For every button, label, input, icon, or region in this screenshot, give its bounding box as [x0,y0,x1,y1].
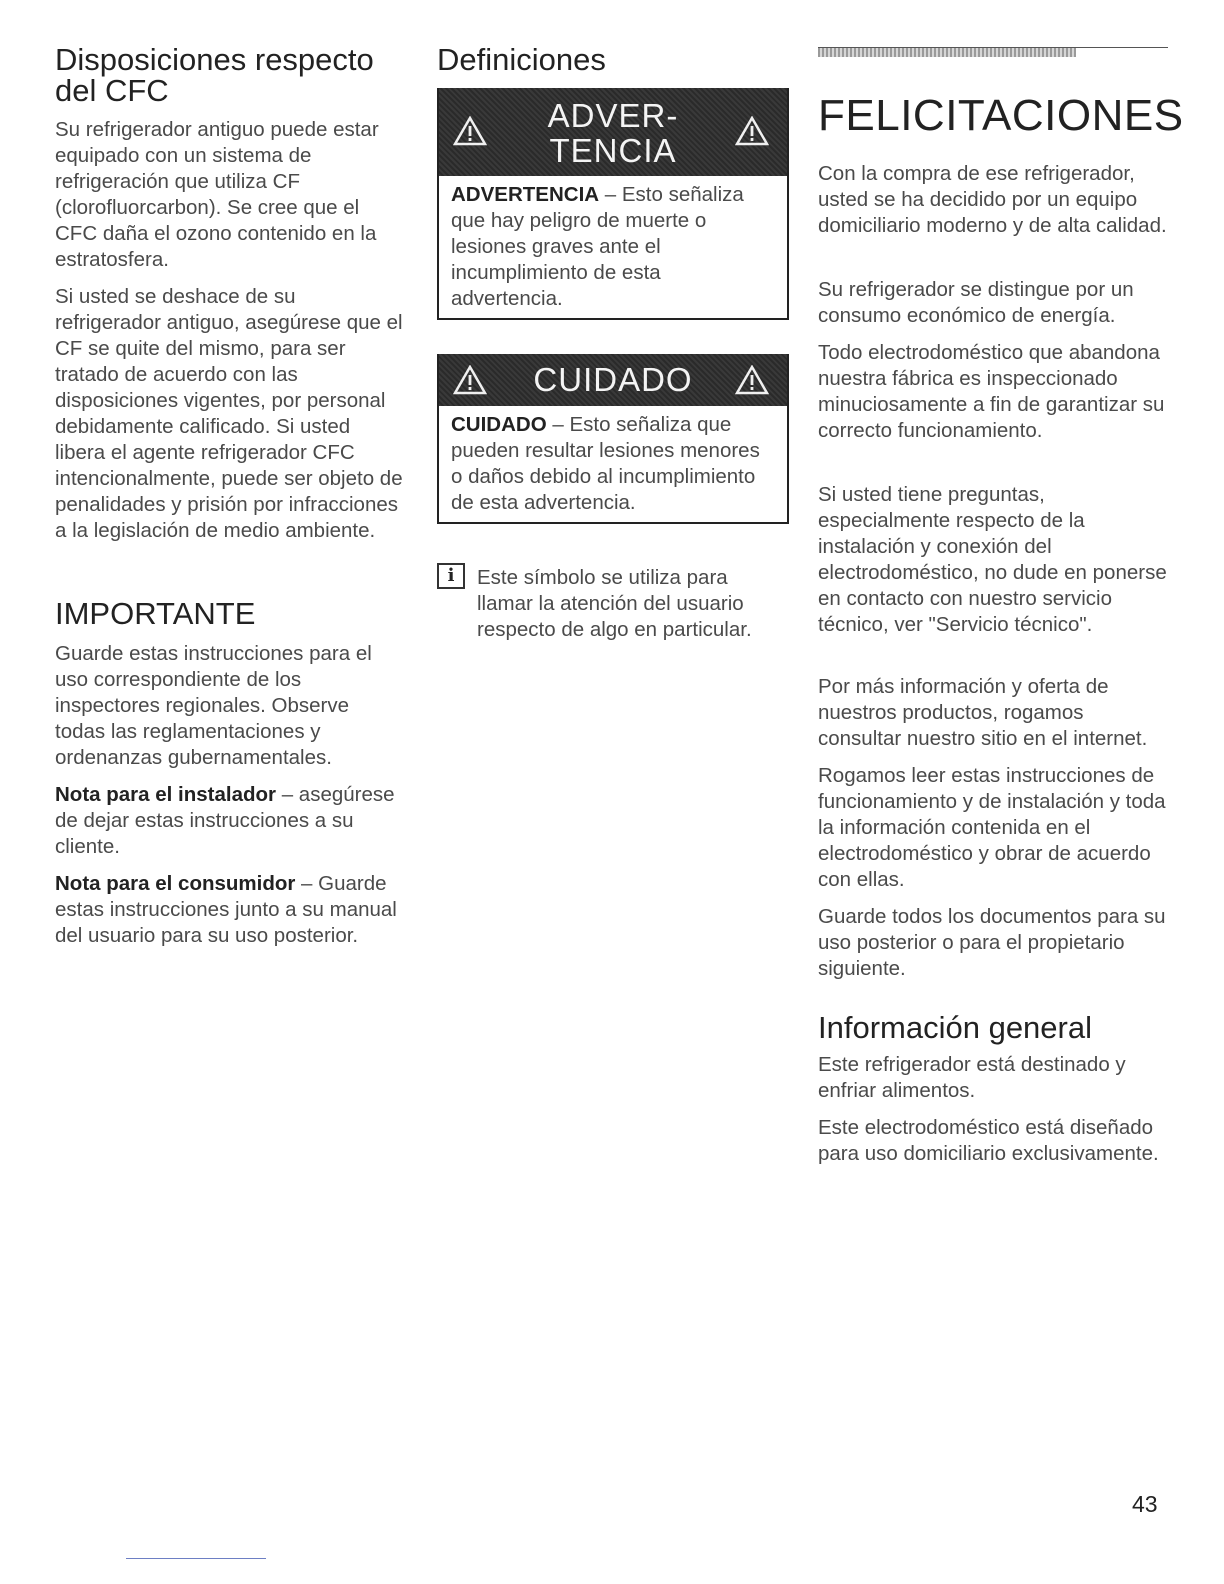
informacion-general-heading: Información general [818,1010,1092,1045]
informacion-general-paragraph-2: Este electrodoméstico está diseñado para uso domiciliario exclusivamente. [818,1116,1159,1165]
bottom-divider [126,1558,266,1559]
importante-paragraph: Guarde estas instrucciones para el uso correspondiente de los inspectores regionales. Observe todas las reglamentaciones y ordenanzas gubernamentales. [55,642,372,769]
cfc-heading: Disposiciones respecto del CFC [55,42,374,108]
cuidado-text [439,406,787,516]
cfc-paragraph-1: Su refrigerador antiguo puede estar equipado con un sistema de refrigeración que utiliza CF (clorofluorcarbon). Se cree que el CFC daña el ozono contenido en la estratosfera. [55,118,379,271]
nota-instalador-text: – asegúrese de dejar estas instrucciones a su cliente. [55,783,395,858]
nota-instalador-label: Nota para el instalador [55,783,277,806]
felicitaciones-paragraph: Rogamos leer estas instrucciones de funcionamiento y de instalación y toda la información contenida en el electrodoméstico y obrar de acuerdo con ellas. [818,764,1166,891]
felicitaciones-heading: FELICITACIONES [818,91,1184,140]
cuidado-banner [439,354,787,406]
advertencia-label: ADVERTENCIA [451,183,600,206]
advertencia-title-line1: ADVER- [547,97,679,134]
nota-instalador [55,782,395,860]
warning-triangle-icon [735,116,769,146]
nota-consumidor [55,871,400,949]
informacion-general-paragraph-1: Este refrigerador está destinado y enfriar alimentos. [818,1053,1126,1102]
felicitaciones-paragraph: Guarde todos los documentos para su uso posterior o para el propietario siguiente. [818,905,1166,980]
definiciones-heading: Definiciones [437,42,606,77]
felicitaciones-paragraph: Todo electrodoméstico que abandona nuestra fábrica es inspeccionado minuciosamente a fin de garantizar su correcto funcionamiento. [818,341,1165,442]
top-rule-shade-divider [818,48,1076,57]
page-number: 43 [1132,1491,1158,1517]
cuidado-desc: – Esto señaliza que pueden resultar lesiones menores o daños debido al incumplimiento de esta advertencia. [451,413,760,514]
cuidado-box [437,354,789,524]
felicitaciones-paragraph: Con la compra de ese refrigerador, usted se ha decidido por un equipo domiciliario moderno y de alta calidad. [818,162,1167,237]
warning-triangle-icon [735,365,769,395]
advertencia-title-line2: TENCIA [549,132,677,169]
importante-heading: IMPORTANTE [55,596,256,631]
advertencia-desc: – Esto señaliza que hay peligro de muerte o lesiones graves ante el incumplimiento de esta advertencia. [451,183,744,310]
nota-consumidor-label: Nota para el consumidor [55,872,296,895]
cuidado-title: CUIDADO [533,361,693,398]
advertencia-box [437,88,789,320]
felicitaciones-paragraph: Su refrigerador se distingue por un consumo económico de energía. [818,278,1134,327]
cuidado-label: CUIDADO [451,413,547,436]
advertencia-banner [439,88,787,176]
nota-consumidor-text: – Guarde estas instrucciones junto a su manual del usuario para su uso posterior. [55,872,397,947]
advertencia-text [439,176,787,312]
cfc-paragraph-2: Si usted se deshace de su refrigerador antiguo, asegúrese que el CF se quite del mismo, para ser tratado de acuerdo con las disposiciones vigentes, por personal debidamente calificado. Si usted libera el agente refrigerador CFC intencionalmente, puede ser objeto de penalidades y prisión por infracciones a la legislación de medio ambiente. [55,285,403,542]
felicitaciones-paragraph: Si usted tiene preguntas, especialmente respecto de la instalación y conexión del electrodoméstico, no dude en ponerse en contacto con nuestro servicio técnico, ver "Servicio técnico". [818,483,1167,636]
info-icon: i [437,563,465,589]
info-text: Este símbolo se utiliza para llamar la atención del usuario respecto de algo en particular. [477,566,752,641]
felicitaciones-paragraph: Por más información y oferta de nuestros productos, rogamos consultar nuestro sitio en el internet. [818,675,1148,750]
